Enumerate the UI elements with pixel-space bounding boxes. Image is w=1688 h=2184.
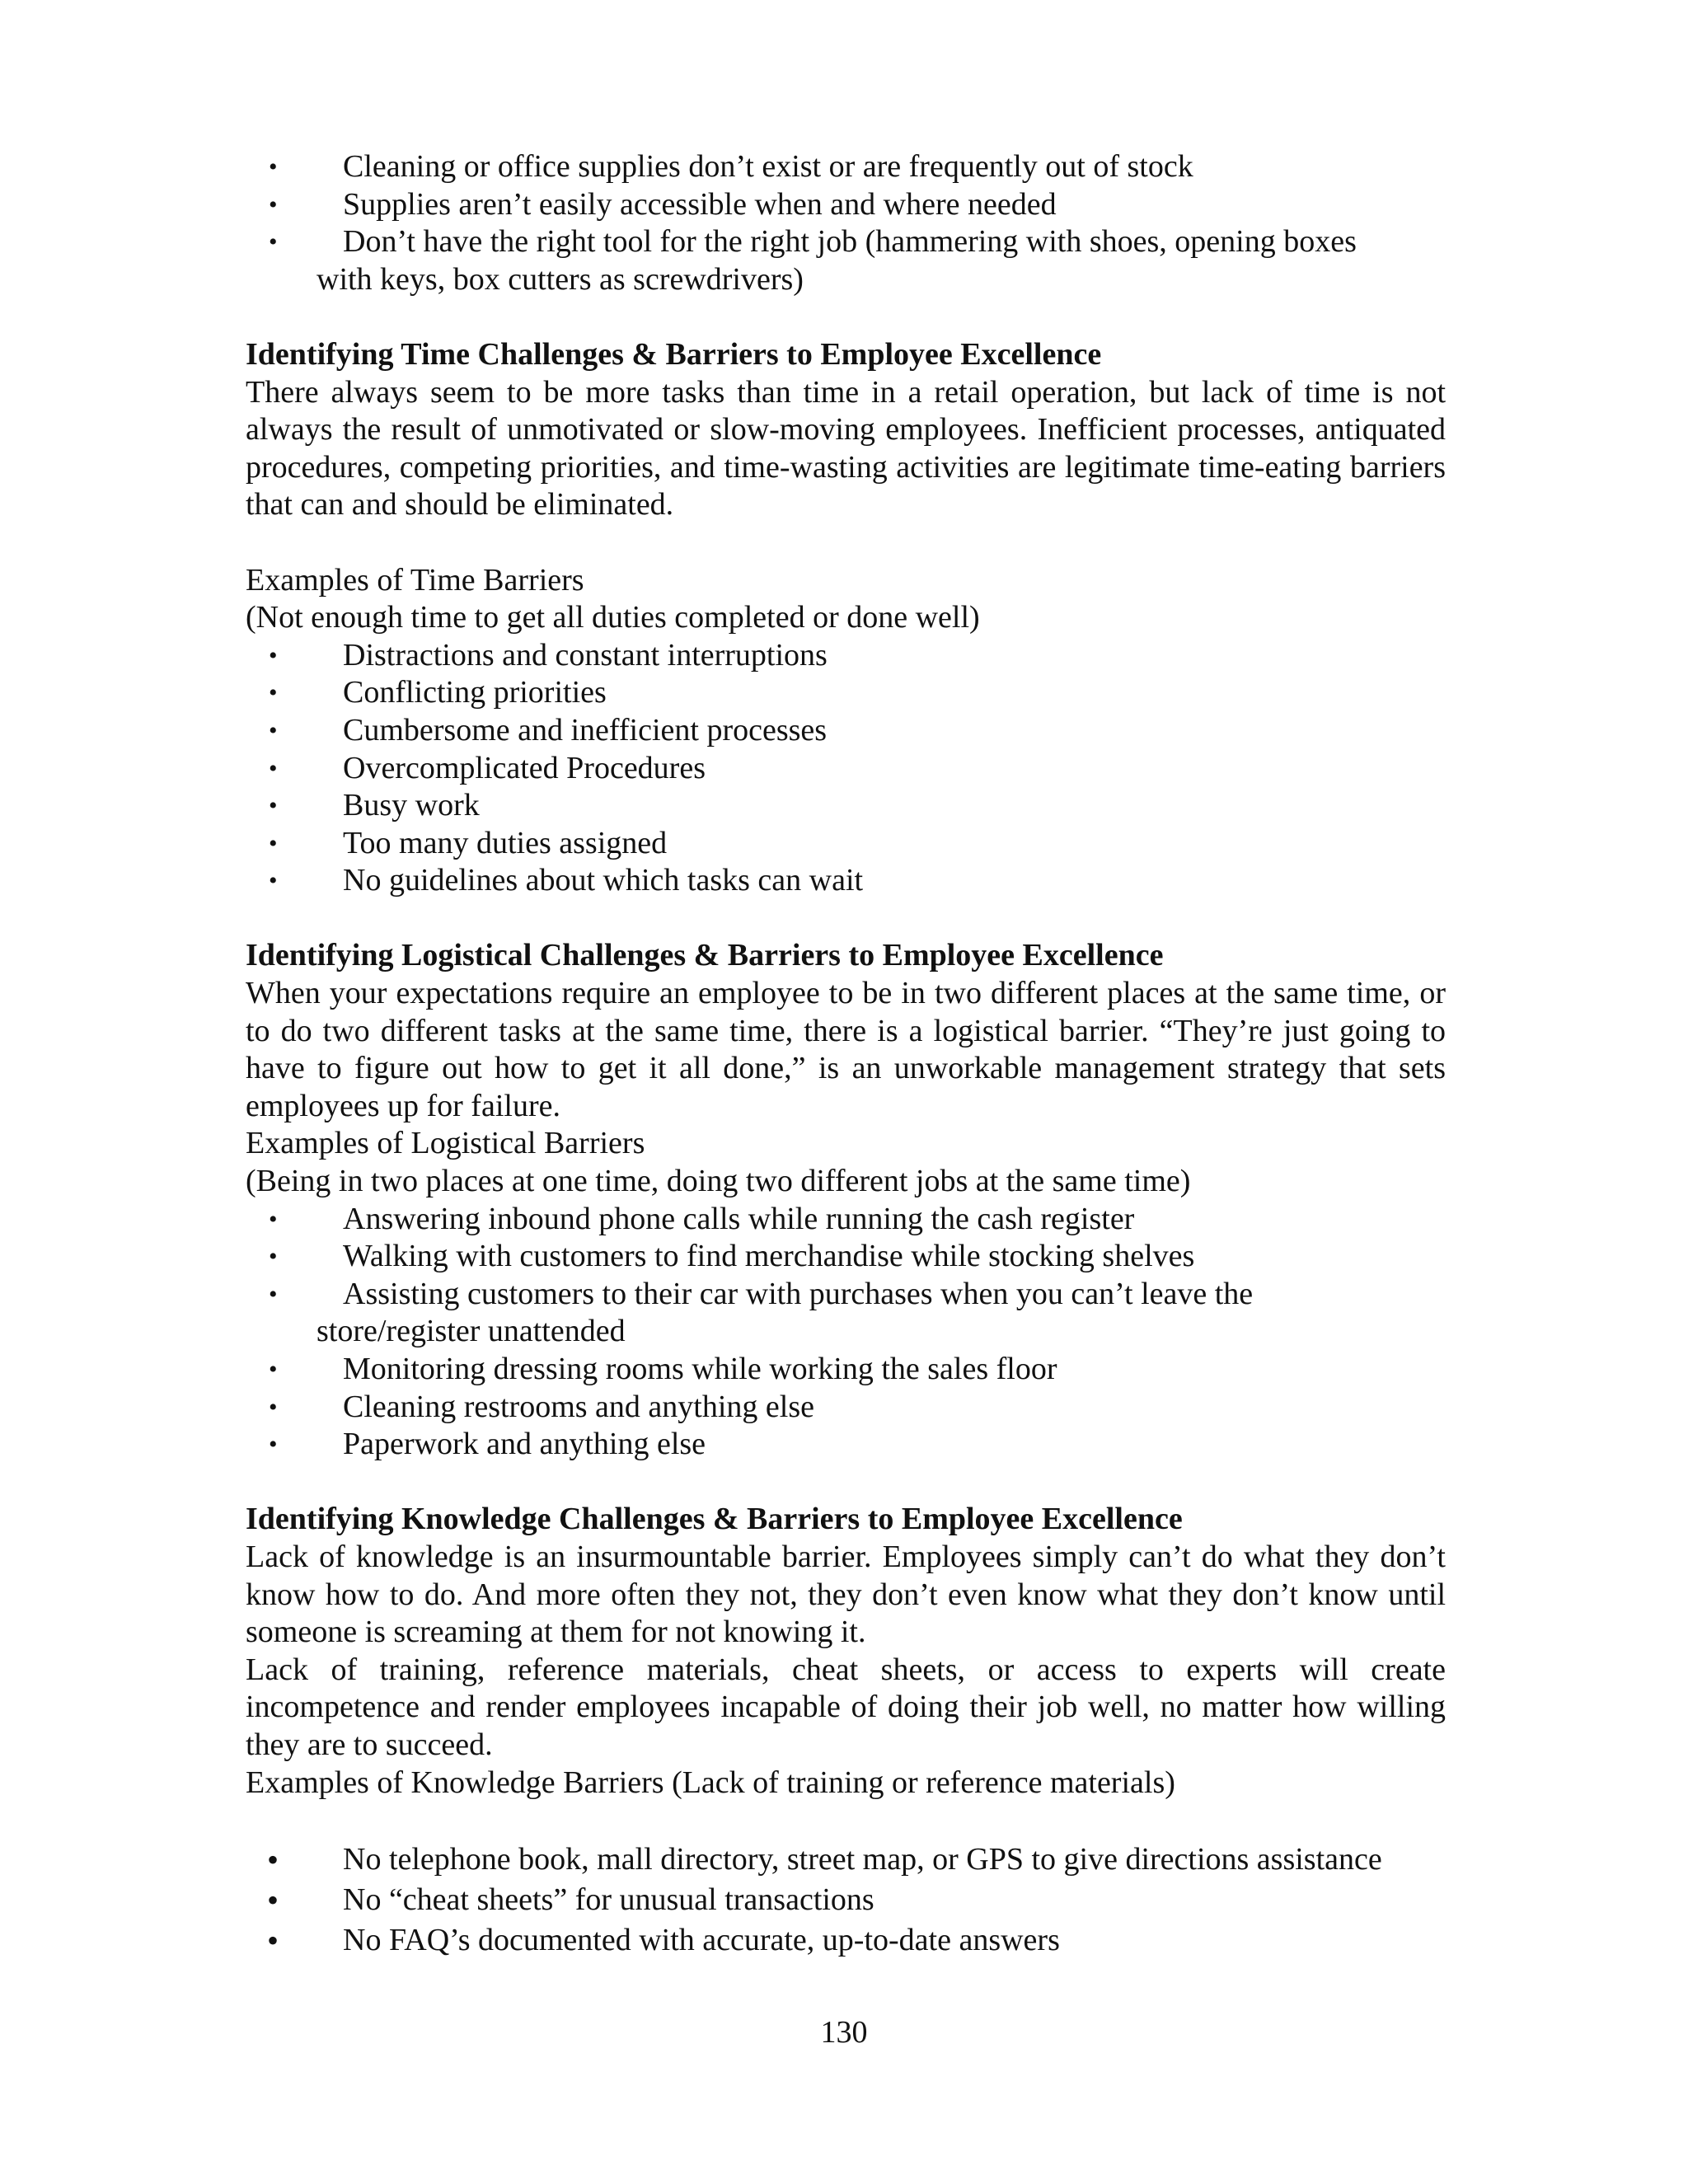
logistical-examples-label: Examples of Logistical Barriers <box>246 1126 645 1161</box>
knowledge-examples-label: Examples of Knowledge Barriers (Lack of training or reference materials) <box>246 1765 1175 1800</box>
time-examples-note: (Not enough time to get all duties completed or done well) <box>246 600 980 635</box>
bullet-icon: • <box>269 1243 278 1271</box>
logistical-examples-note: (Being in two places at one time, doing two different jobs at the same time) <box>246 1164 1191 1199</box>
knowledge-paragraph-2: Lack of training, reference materials, cheat sheets, or access to experts will create incompetence and render employees incapable of doing their job well, no matter how willing they are to succeed. <box>246 1652 1446 1762</box>
page-number: 130 <box>820 2015 868 2050</box>
list-item: • Assisting customers to their car with purchases when you can’t leave the store/register unattended <box>269 1276 1254 1349</box>
logistical-heading: Identifying Logistical Challenges & Barriers to Employee Excellence <box>246 938 1164 973</box>
list-item: • Cumbersome and inefficient processes <box>246 712 1446 750</box>
list-item: • Monitoring dressing rooms while working the sales floor <box>246 1351 1446 1389</box>
list-item: • Supplies aren’t easily accessible when and where needed <box>246 186 1446 224</box>
list-item: • Paperwork and anything else <box>246 1426 1446 1464</box>
list-item: • No “cheat sheets” for unusual transactions <box>267 1881 874 1919</box>
list-item: • Don’t have the right tool for the right job (hammering with shoes, opening boxes with keys, box cutters as screwdrivers) <box>269 224 1357 297</box>
bullet-icon: • <box>267 1840 279 1878</box>
time-paragraph: There always seem to be more tasks than time in a retail operation, but lack of time is not always the result of unmotivated or slow-moving employees. Inefficient processes, antiquated procedures, competing priorities, and time-wasting activities are legitimate time-eating barriers that can and should be eliminated. <box>246 374 1446 523</box>
list-item: • Answering inbound phone calls while running the cash register <box>246 1201 1446 1239</box>
bullet-icon: • <box>269 754 278 782</box>
list-item: • Cleaning restrooms and anything else <box>246 1389 1446 1427</box>
knowledge-heading: Identifying Knowledge Challenges & Barriers to Employee Excellence <box>246 1502 1183 1537</box>
bullet-icon: • <box>269 641 278 669</box>
list-item: • Cleaning or office supplies don’t exist or are frequently out of stock <box>246 148 1446 186</box>
bullet-icon: • <box>269 1431 278 1459</box>
page-content <box>246 148 1446 1961</box>
list-item: • Walking with customers to find merchandise while stocking shelves <box>246 1238 1446 1276</box>
list-item: • No FAQ’s documented with accurate, up-to-date answers <box>267 1921 1060 1959</box>
bullet-icon: • <box>269 1280 278 1308</box>
bullet-icon: • <box>267 1921 279 1959</box>
list-item: • Too many duties assigned <box>246 825 1446 863</box>
logistical-bullet-list <box>246 1201 1446 1464</box>
bullet-icon: • <box>269 1393 278 1421</box>
list-item: • Conflicting priorities <box>246 674 1446 712</box>
bullet-icon: • <box>269 792 278 820</box>
intro-bullet-list <box>246 148 1446 298</box>
bullet-icon: • <box>269 228 278 256</box>
bullet-icon: • <box>269 1205 278 1233</box>
bullet-icon: • <box>269 716 278 744</box>
bullet-icon: • <box>269 679 278 707</box>
bullet-icon: • <box>269 1356 278 1383</box>
bullet-icon: • <box>269 829 278 857</box>
list-item: • Distractions and constant interruptions <box>246 637 1446 675</box>
bullet-icon: • <box>269 190 278 218</box>
time-examples-label: Examples of Time Barriers <box>246 562 584 598</box>
list-item: • Busy work <box>246 787 1446 825</box>
bullet-icon: • <box>267 1881 279 1919</box>
knowledge-paragraph-1: Lack of knowledge is an insurmountable barrier. Employees simply can’t do what they don’t know how to do. And more often they not, they don’t even know what they don’t know until someone is screaming at them for not knowing it. <box>246 1539 1446 1650</box>
bullet-icon: • <box>269 153 278 180</box>
logistical-paragraph: When your expectations require an employee to be in two different places at the same time, or to do two different tasks at the same time, there is a logistical barrier. “They’re just going to have to figure out how to get it all done,” is an unworkable management strategy that sets employees up for failure. <box>246 976 1446 1123</box>
list-item: • Overcomplicated Procedures <box>246 750 1446 788</box>
time-bullet-list <box>246 637 1446 900</box>
list-item: • No guidelines about which tasks can wait <box>246 862 1446 900</box>
bullet-icon: • <box>269 867 278 895</box>
list-item: • No telephone book, mall directory, street map, or GPS to give directions assistance <box>267 1840 1382 1878</box>
knowledge-bullet-list <box>246 1840 1446 1961</box>
time-heading: Identifying Time Challenges & Barriers to Employee Excellence <box>246 336 1102 372</box>
